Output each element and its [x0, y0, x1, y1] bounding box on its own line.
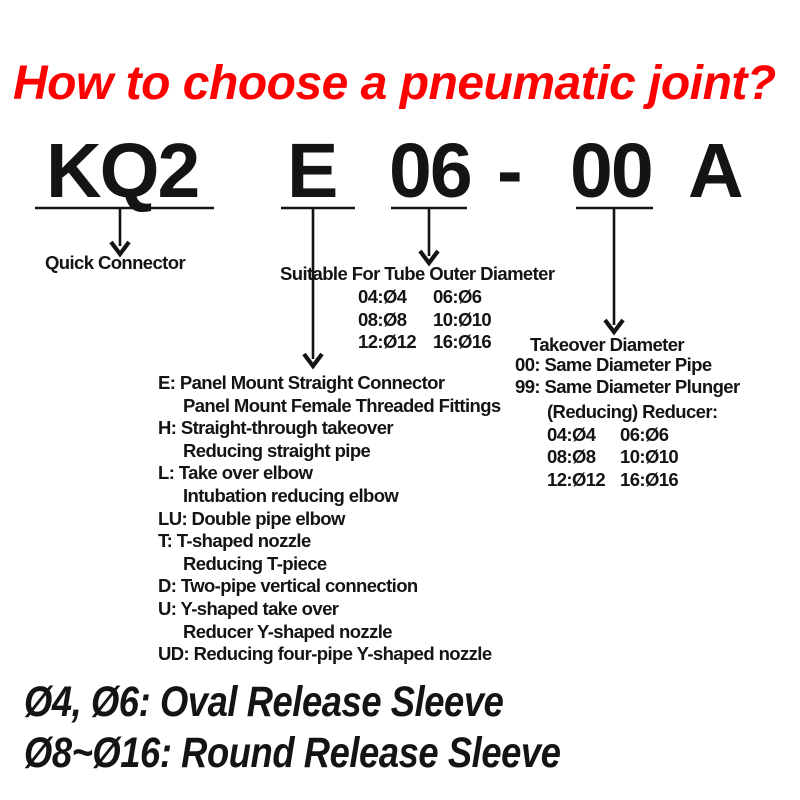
- list-item: Reducing T-piece: [183, 552, 327, 574]
- list-item: E: Panel Mount Straight Connector: [158, 372, 445, 393]
- tube-arrowhead-icon: [420, 251, 438, 263]
- reducer-label: (Reducing) Reducer:: [547, 401, 718, 422]
- list-item: Reducing straight pipe: [183, 439, 371, 461]
- list-item: LU: Double pipe elbow: [158, 507, 345, 529]
- page-title: How to choose a pneumatic joint?: [13, 57, 776, 110]
- takeover-arrowhead-icon: [605, 320, 623, 332]
- type-code-list: [158, 372, 501, 666]
- table-cell: 12:Ø12: [547, 468, 606, 490]
- reducer-diameter-table: [547, 424, 678, 491]
- table-cell: 10:Ø10: [620, 446, 679, 468]
- table-row: [358, 309, 491, 332]
- list-item: L: Take over elbow: [158, 462, 313, 484]
- table-row: [358, 331, 491, 354]
- code-segment-suffix: A: [688, 128, 742, 214]
- list-item: D: Two-pipe vertical connection: [158, 575, 418, 597]
- list-item: UD: Reducing four-pipe Y-shaped nozzle: [158, 643, 492, 665]
- quick-connector-label: Quick Connector: [45, 252, 186, 273]
- table-row: [547, 446, 678, 468]
- table-cell: 06:Ø6: [620, 424, 669, 445]
- takeover-options: [515, 354, 740, 399]
- list-item: Reducer Y-shaped nozzle: [183, 620, 392, 642]
- table-cell: 16:Ø16: [620, 468, 679, 490]
- table-row: [547, 469, 678, 491]
- list-item: T: T-shaped nozzle: [158, 530, 311, 552]
- code-segment-dash: -: [497, 128, 521, 214]
- code-segment-type: E: [287, 128, 337, 214]
- table-cell: 12:Ø12: [358, 331, 417, 352]
- table-cell: 04:Ø4: [547, 424, 596, 445]
- type-arrowhead-icon: [304, 354, 322, 366]
- list-item: Intubation reducing elbow: [183, 484, 399, 506]
- table-cell: 08:Ø8: [547, 446, 596, 468]
- list-item: 00: Same Diameter Pipe: [515, 354, 712, 375]
- table-row: [547, 424, 678, 446]
- list-item: Panel Mount Female Threaded Fittings: [183, 394, 501, 416]
- table-row: [358, 286, 491, 309]
- table-cell: 08:Ø8: [358, 308, 407, 330]
- release-sleeve-note-oval: Ø4, Ø6: Oval Release Sleeve: [24, 678, 504, 726]
- code-segment-takeover: 00: [570, 128, 652, 214]
- list-item: U: Y-shaped take over: [158, 597, 339, 619]
- release-sleeve-note-round: Ø8~Ø16: Round Release Sleeve: [24, 729, 561, 777]
- list-item: 99: Same Diameter Plunger: [515, 376, 740, 398]
- tube-diameter-title: Suitable For Tube Outer Diameter: [280, 263, 555, 284]
- table-cell: 10:Ø10: [433, 308, 492, 330]
- list-item: H: Straight-through takeover: [158, 417, 394, 439]
- code-segment-tube-size: 06: [389, 128, 471, 214]
- table-cell: 04:Ø4: [358, 286, 407, 307]
- code-segment-series: KQ2: [46, 128, 199, 214]
- table-cell: 06:Ø6: [433, 286, 482, 307]
- takeover-diameter-title: Takeover Diameter: [530, 334, 684, 355]
- tube-diameter-table: [358, 286, 491, 354]
- table-cell: 16:Ø16: [433, 331, 492, 352]
